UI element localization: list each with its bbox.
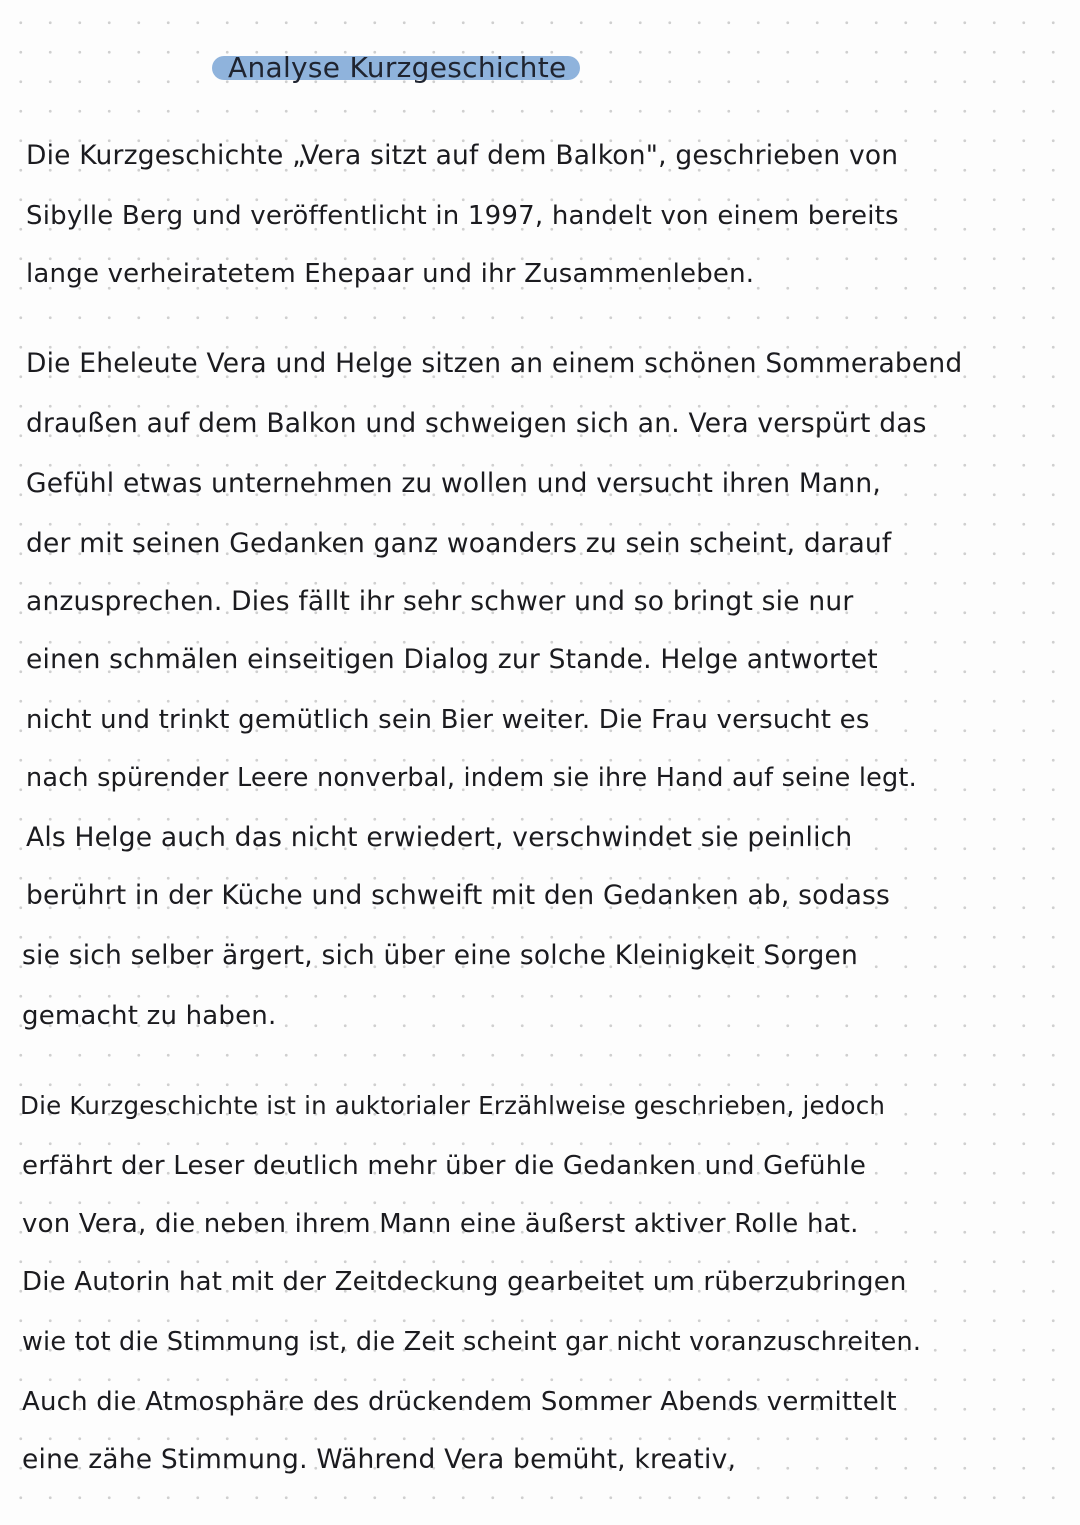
text-line: Die Kurzgeschichte „Vera sitzt auf dem Balkon", geschrieben von (26, 140, 899, 171)
text-line: erfährt der Leser deutlich mehr über die Gedanken und Gefühle (22, 1151, 867, 1181)
text-line: wie tot die Stimmung ist, die Zeit scheint gar nicht voranzuschreiten. (22, 1327, 922, 1357)
text-line: von Vera, die neben ihrem Mann eine äußerst aktiver Rolle hat. (22, 1209, 859, 1239)
text-line: einen schmälen einseitigen Dialog zur Stande. Helge antwortet (26, 644, 878, 675)
text-line: Die Kurzgeschichte ist in auktorialer Erzählweise geschrieben, jedoch (20, 1091, 886, 1120)
text-line: eine zähe Stimmung. Während Vera bemüht, kreativ, (22, 1444, 737, 1475)
text-line: anzusprechen. Dies fällt ihr sehr schwer und so bringt sie nur (26, 586, 854, 617)
text-line: Als Helge auch das nicht erwiedert, verschwindet sie peinlich (26, 822, 853, 853)
text-line: lange verheiratetem Ehepaar und ihr Zusammenleben. (26, 259, 755, 289)
page-title: Analyse Kurzgeschichte (228, 51, 567, 84)
text-line: Gefühl etwas unternehmen zu wollen und versucht ihren Mann, (26, 468, 881, 499)
text-line: Die Eheleute Vera und Helge sitzen an einem schönen Sommerabend (26, 348, 963, 379)
text-line: nicht und trinkt gemütlich sein Bier weiter. Die Frau versucht es (26, 705, 870, 735)
text-line: Sibylle Berg und veröffentlicht in 1997, handelt von einem bereits (26, 201, 899, 231)
text-line: draußen auf dem Balkon und schweigen sich an. Vera verspürt das (26, 408, 927, 439)
text-line: Die Autorin hat mit der Zeitdeckung gearbeitet um rüberzubringen (22, 1267, 907, 1297)
text-line: nach spürender Leere nonverbal, indem sie ihre Hand auf seine legt. (26, 763, 917, 793)
title-block (212, 44, 567, 92)
text-line: sie sich selber ärgert, sich über eine solche Kleinigkeit Sorgen (22, 940, 859, 971)
text-line: gemacht zu haben. (22, 1001, 277, 1031)
text-line: Auch die Atmosphäre des drückendem Sommer Abends vermittelt (22, 1387, 897, 1417)
text-line: der mit seinen Gedanken ganz woanders zu sein scheint, darauf (26, 528, 892, 559)
text-line: berührt in der Küche und schweift mit den Gedanken ab, sodass (26, 880, 891, 911)
